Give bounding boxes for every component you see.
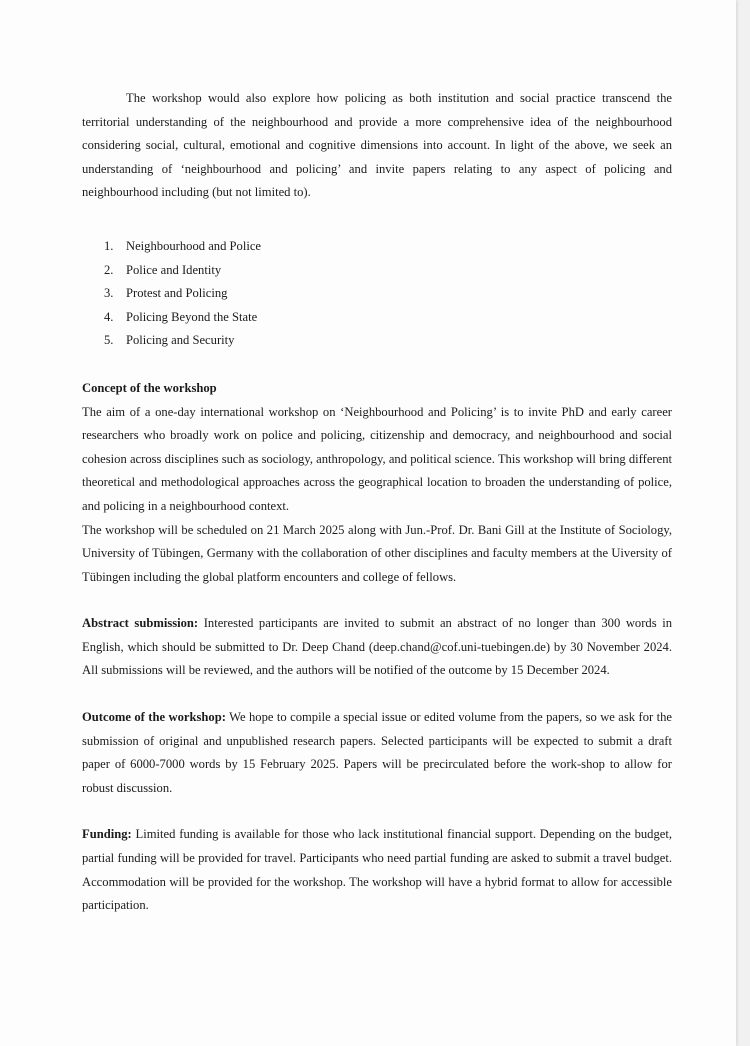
- list-item: [82, 329, 672, 353]
- schedule-paragraph: The workshop will be scheduled on 21 March 2025 along with Jun.-Prof. Dr. Bani Gill at the Institute of Sociology, University of Tübingen, Germany with the collaboration of other disciplines and faculty members at the Uiversity of Tübingen including the global platform encounters and college of fellows.: [82, 522, 672, 584]
- document-body: [82, 87, 672, 918]
- list-item-number: 3.: [104, 286, 114, 301]
- funding-label: Funding:: [82, 827, 132, 842]
- outcome-text: We hope to compile a special issue or edited volume from the papers, so we ask for the submission of original and unpublished research papers. Selected participants will be expected to submit a draft paper of 6000-7000 words by 15 February 2025. Papers will be precirculated before the work-shop to allow for robust discussion.: [82, 710, 673, 795]
- outcome-section: [82, 706, 672, 800]
- list-item-label: Police and Identity: [126, 262, 222, 277]
- list-item-label: Protest and Policing: [126, 286, 228, 301]
- concept-heading: Concept of the workshop: [82, 380, 217, 395]
- outcome-label: Outcome of the workshop:: [82, 710, 226, 725]
- list-item-label: Policing Beyond the State: [126, 309, 258, 324]
- list-item-number: 4.: [104, 309, 114, 324]
- list-item: [82, 306, 672, 330]
- topics-list: [82, 235, 672, 353]
- list-item-label: Policing and Security: [126, 333, 235, 348]
- funding-section: [82, 823, 672, 917]
- abstract-text: Interested participants are invited to submit an abstract of no longer than 300 words in English, which should be submitted to Dr. Deep Chand (deep.chand@cof.uni-tuebingen.de) by 30 November 2024. All submissions will be reviewed, and the authors will be notified of the outcome by 15 December 2024.: [82, 616, 672, 678]
- list-item: [82, 259, 672, 283]
- abstract-label: Abstract submission:: [82, 616, 199, 631]
- list-item-number: 1.: [104, 238, 114, 253]
- list-item-number: 5.: [104, 333, 114, 348]
- list-item-number: 2.: [104, 262, 114, 277]
- concept-paragraph: The aim of a one-day international workshop on ‘Neighbourhood and Policing’ is to invite PhD and early career researchers who broadly work on police and policing, citizenship and democracy, and neighbourhood and social cohesion across disciplines such as sociology, anthropology, and political science. This workshop will bring different theoretical and methodological approaches across the geographical location to broaden the understanding of police, and policing in a neighbourhood context.: [82, 404, 672, 513]
- abstract-section: [82, 612, 672, 683]
- list-item-label: Neighbourhood and Police: [126, 238, 262, 253]
- funding-text: Limited funding is available for those who lack institutional financial support. Depending on the budget, partial funding will be provided for travel. Participants who need partial funding are asked to submit a travel budget. Accommodation will be provided for the workshop. The workshop will have a hybrid format to allow for accessible participation.: [82, 827, 672, 913]
- intro-paragraph: The workshop would also explore how policing as both institution and social practice transcend the territorial understanding of the neighbourhood and provide a more comprehensive idea of the neighbourhood considering social, cultural, emotional and cognitive dimensions into account. In light of the above, we seek an understanding of ‘neighbourhood and policing’ and invite papers relating to any aspect of policing and neighbourhood including (but not limited to).: [82, 91, 672, 200]
- list-item: [82, 235, 672, 259]
- list-item: [82, 282, 672, 306]
